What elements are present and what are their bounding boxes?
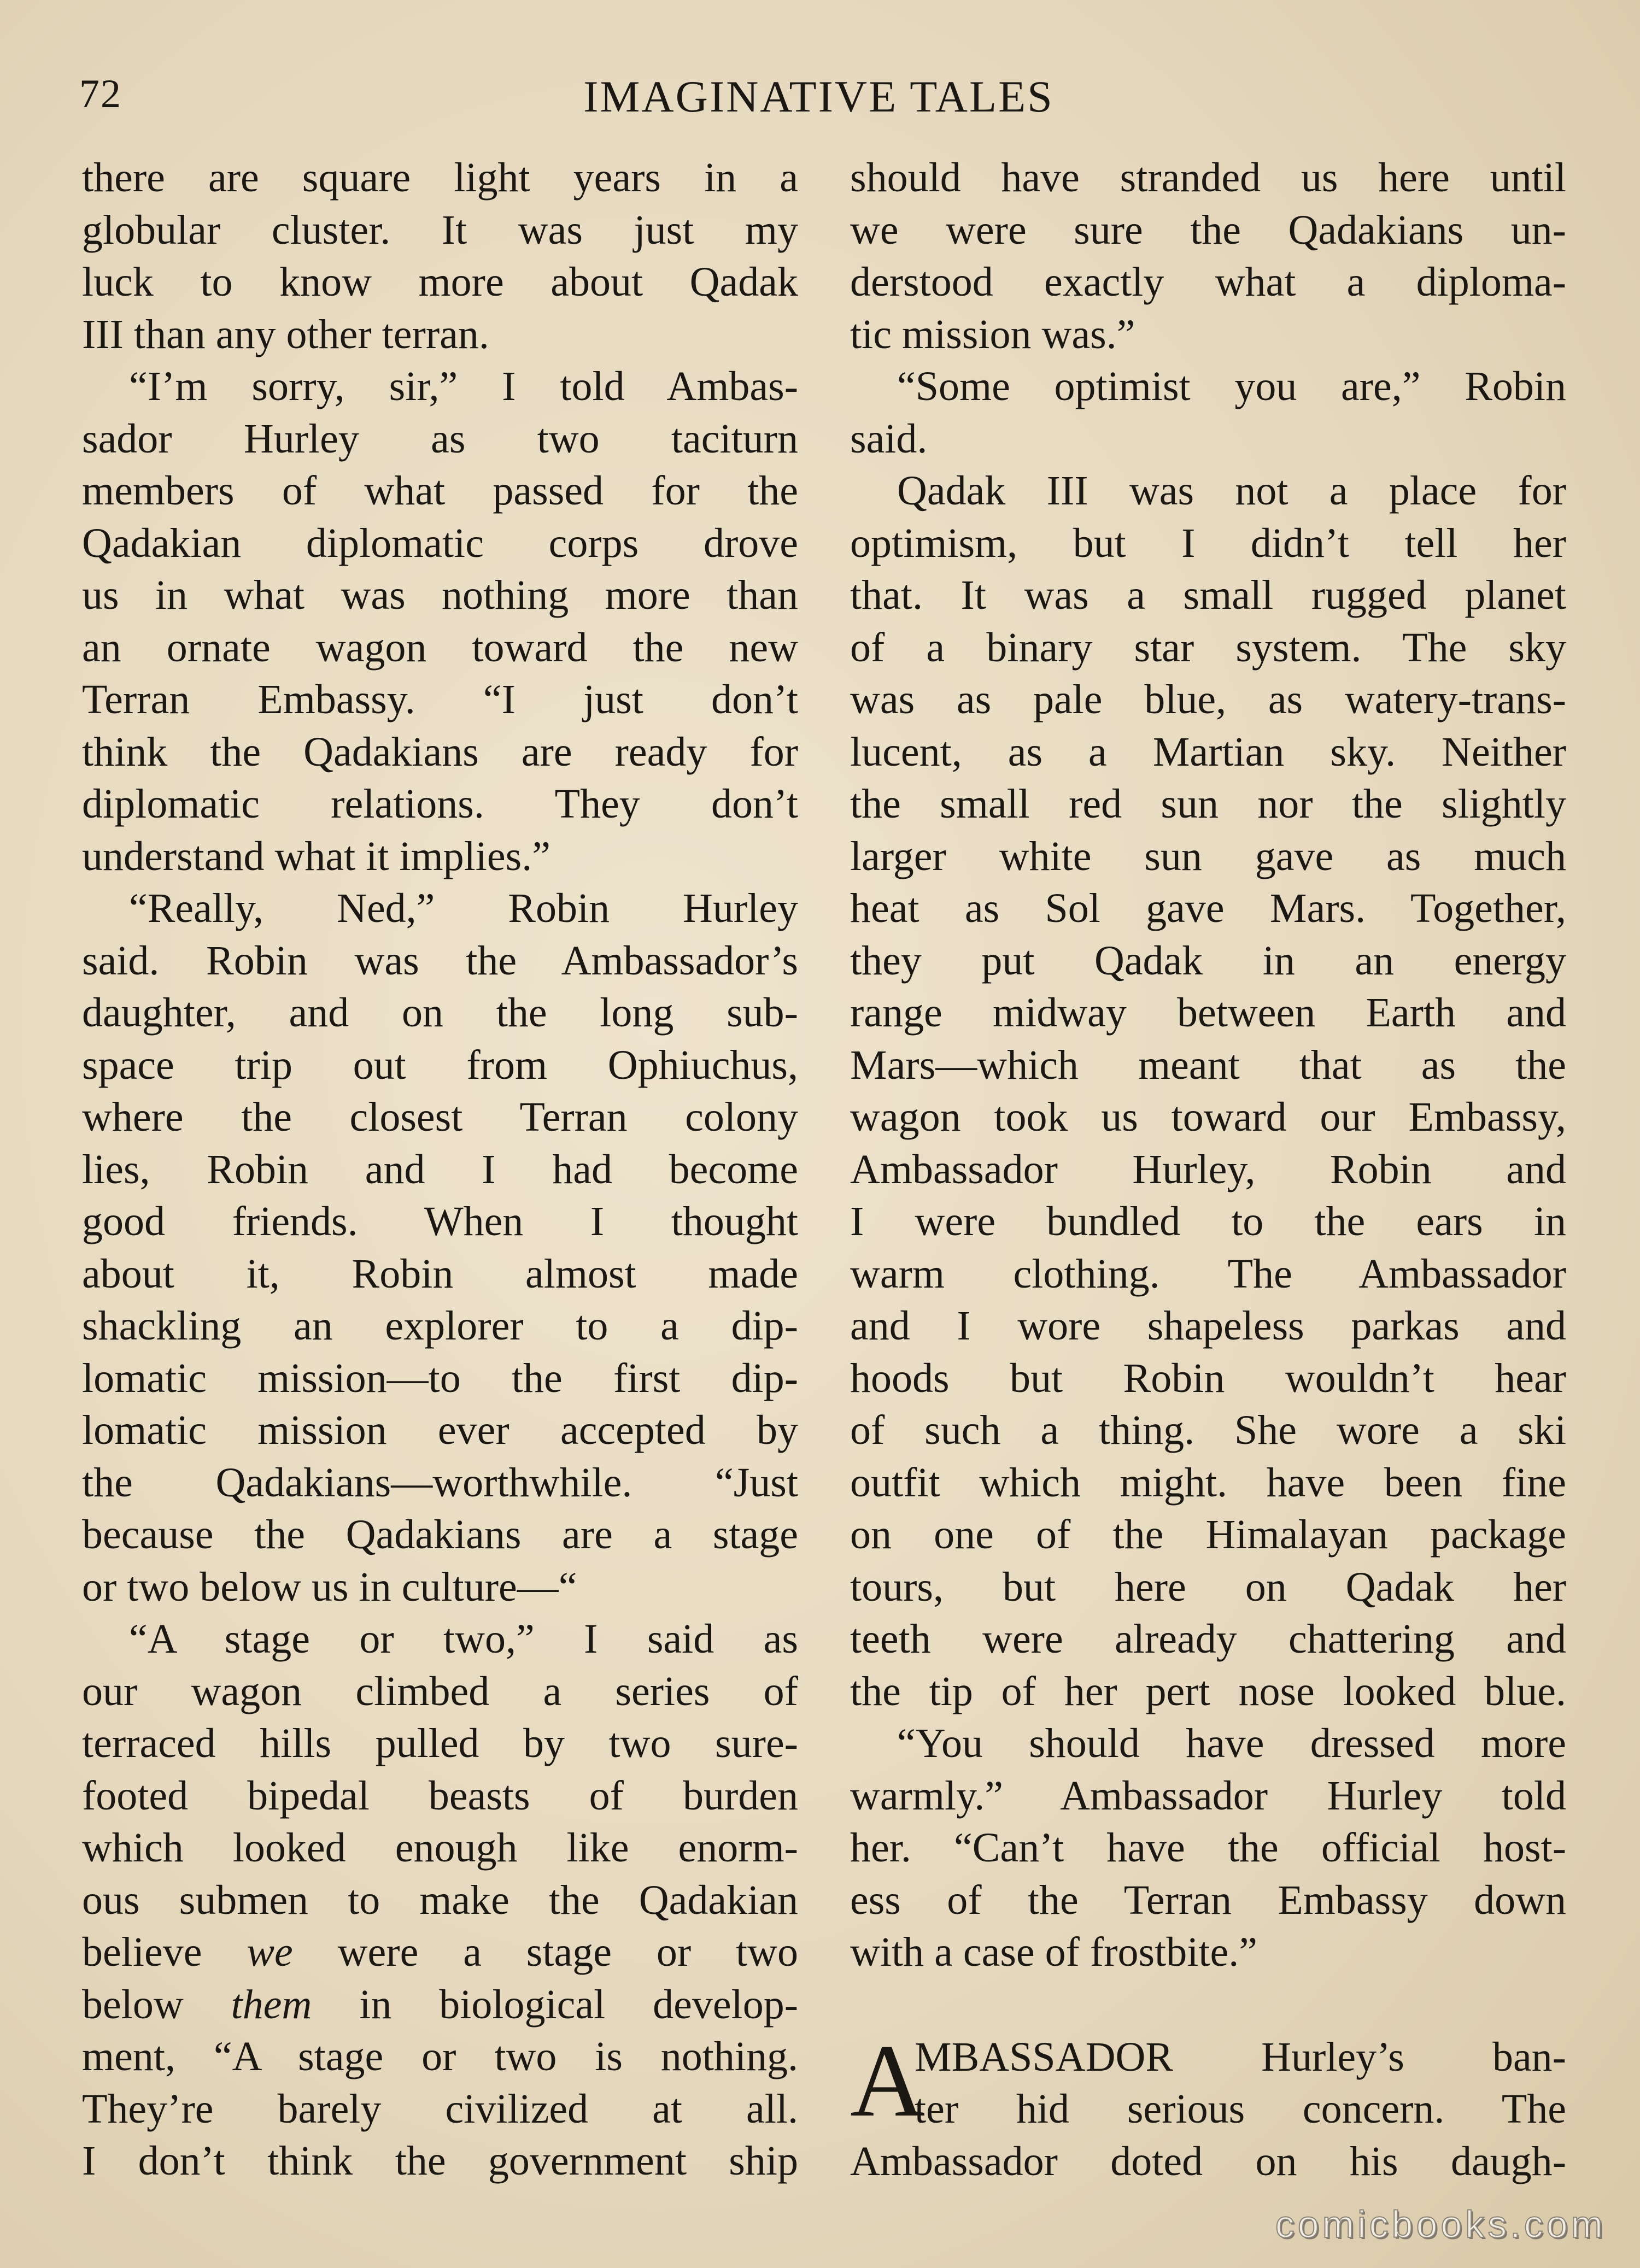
text-line: tic mission was.”	[850, 311, 1135, 357]
text-line: larger white sun gave as much	[850, 833, 1566, 879]
text-line: said. Robin was the Ambassador’s	[82, 937, 798, 984]
text-line: “Really, Ned,” Robin Hurley	[129, 885, 798, 931]
italic-word: we	[247, 1929, 293, 1975]
text-line: the tip of her pert nose looked blue.	[850, 1668, 1566, 1714]
text-line: footed bipedal beasts of burden	[82, 1772, 798, 1819]
text-line: on one of the Himalayan package	[850, 1512, 1566, 1558]
text-line: derstood exactly what a diploma-	[850, 259, 1566, 305]
text-line: warm clothing. The Ambassador	[850, 1250, 1566, 1297]
text-line-mixed	[82, 1926, 798, 1979]
running-head: IMAGINATIVE TALES	[583, 72, 1054, 121]
text-line: teeth were already chattering and	[850, 1616, 1566, 1662]
text-segment: believe	[82, 1929, 202, 1975]
text-line: Mars—which meant that as the	[850, 1042, 1566, 1088]
text-line: Ambassador doted on his daugh-	[850, 2138, 1566, 2184]
text-line: warmly.” Ambassador Hurley told	[850, 1772, 1566, 1819]
right-column	[850, 152, 1566, 2188]
text-line: Qadak III was not a place for	[897, 468, 1566, 514]
text-line: understand what it implies.”	[82, 833, 550, 879]
text-segment: below	[82, 1981, 184, 2028]
text-line: there are square light years in a	[82, 155, 798, 201]
page-number: 72	[79, 72, 122, 116]
text-line: of such a thing. She wore a ski	[850, 1407, 1566, 1453]
text-line: Ambassador Hurley, Robin and	[850, 1146, 1566, 1192]
text-line: space trip out from Ophiuchus,	[82, 1042, 798, 1088]
text-line: they put Qadak in an energy	[850, 937, 1566, 984]
text-line: was as pale blue, as watery-trans-	[850, 677, 1566, 722]
text-line: “You should have dressed more	[897, 1720, 1566, 1766]
text-line: range midway between Earth and	[850, 990, 1566, 1036]
text-line: outfit which might. have been fine	[850, 1459, 1566, 1506]
italic-word: them	[231, 1981, 312, 2028]
text-line: wagon took us toward our Embassy,	[850, 1094, 1566, 1140]
text-line: lucent, as a Martian sky. Neither	[850, 728, 1566, 775]
text-line: an ornate wagon toward the new	[82, 624, 798, 671]
text-line: tours, but here on Qadak her	[850, 1564, 1566, 1610]
text-line: our wagon climbed a series of	[82, 1668, 798, 1714]
text-line: that. It was a small rugged planet	[850, 572, 1566, 618]
text-line: globular cluster. It was just my	[82, 207, 798, 253]
text-segment: in biological develop-	[359, 1981, 798, 2028]
text-line: daughter, and on the long sub-	[82, 990, 798, 1036]
text-line: “A stage or two,” I said as	[129, 1616, 798, 1662]
text-line: we were sure the Qadakians un-	[850, 207, 1566, 253]
text-line: MBASSADOR Hurley’s ban-	[915, 2034, 1566, 2080]
text-line: ter hid serious concern. The	[915, 2086, 1566, 2132]
text-line: Qadakian diplomatic corps drove	[82, 520, 798, 566]
text-line: I don’t think the government ship	[82, 2138, 798, 2184]
text-line: luck to know more about Qadak	[82, 259, 798, 305]
text-line: where the closest Terran colony	[82, 1094, 798, 1140]
section-break	[850, 1979, 1566, 2031]
text-line-mixed	[82, 1979, 798, 2031]
text-segment: were a stage or two	[337, 1929, 798, 1975]
text-line: with a case of frostbite.”	[850, 1929, 1257, 1975]
text-line: about it, Robin almost made	[82, 1250, 798, 1297]
watermark: comicbooks.com	[1275, 2203, 1606, 2246]
text-line: sador Hurley as two taciturn	[82, 415, 798, 462]
text-line: They’re barely civilized at all.	[82, 2085, 798, 2132]
text-line: good friends. When I thought	[82, 1198, 798, 1244]
text-line: said.	[850, 415, 928, 462]
left-column	[82, 152, 798, 2188]
text-line: lies, Robin and I had become	[82, 1146, 798, 1192]
text-line: lomatic mission—to the first dip-	[82, 1355, 798, 1401]
text-line: or two below us in culture—“	[82, 1564, 577, 1610]
text-line: shackling an explorer to a dip-	[82, 1303, 798, 1349]
text-line: lomatic mission ever accepted by	[82, 1407, 798, 1453]
text-line: of a binary star system. The sky	[850, 624, 1566, 671]
text-line: ous submen to make the Qadakian	[82, 1877, 798, 1923]
text-line: should have stranded us here until	[850, 155, 1566, 201]
text-line: ess of the Terran Embassy down	[850, 1877, 1566, 1923]
section-opening	[850, 2023, 1566, 2188]
text-line: III than any other terran.	[82, 311, 489, 357]
text-line: the Qadakians—worthwhile. “Just	[82, 1459, 798, 1506]
text-line: which looked enough like enorm-	[82, 1825, 798, 1871]
text-line: and I wore shapeless parkas and	[850, 1303, 1566, 1349]
text-line: think the Qadakians are ready for	[82, 728, 798, 775]
text-line: “I’m sorry, sir,” I told Ambas-	[129, 363, 798, 409]
text-line: the small red sun nor the slightly	[850, 781, 1566, 827]
page-header	[79, 66, 1558, 126]
text-line: diplomatic relations. They don’t	[82, 781, 798, 827]
text-line: us in what was nothing more than	[82, 572, 798, 618]
text-line: Terran Embassy. “I just don’t	[82, 677, 798, 722]
text-line: members of what passed for the	[82, 468, 798, 514]
text-line: hoods but Robin wouldn’t hear	[850, 1355, 1566, 1401]
text-line: I were bundled to the ears in	[850, 1198, 1566, 1244]
text-line: her. “Can’t have the official host-	[850, 1825, 1566, 1871]
text-line: terraced hills pulled by two sure-	[82, 1720, 798, 1766]
drop-cap: A	[850, 2023, 926, 2138]
text-line: because the Qadakians are a stage	[82, 1512, 798, 1558]
text-line: “Some optimist you are,” Robin	[897, 363, 1566, 409]
text-line: heat as Sol gave Mars. Together,	[850, 885, 1566, 931]
text-line: optimism, but I didn’t tell her	[850, 520, 1566, 566]
text-line: ment, “A stage or two is nothing.	[82, 2034, 798, 2079]
